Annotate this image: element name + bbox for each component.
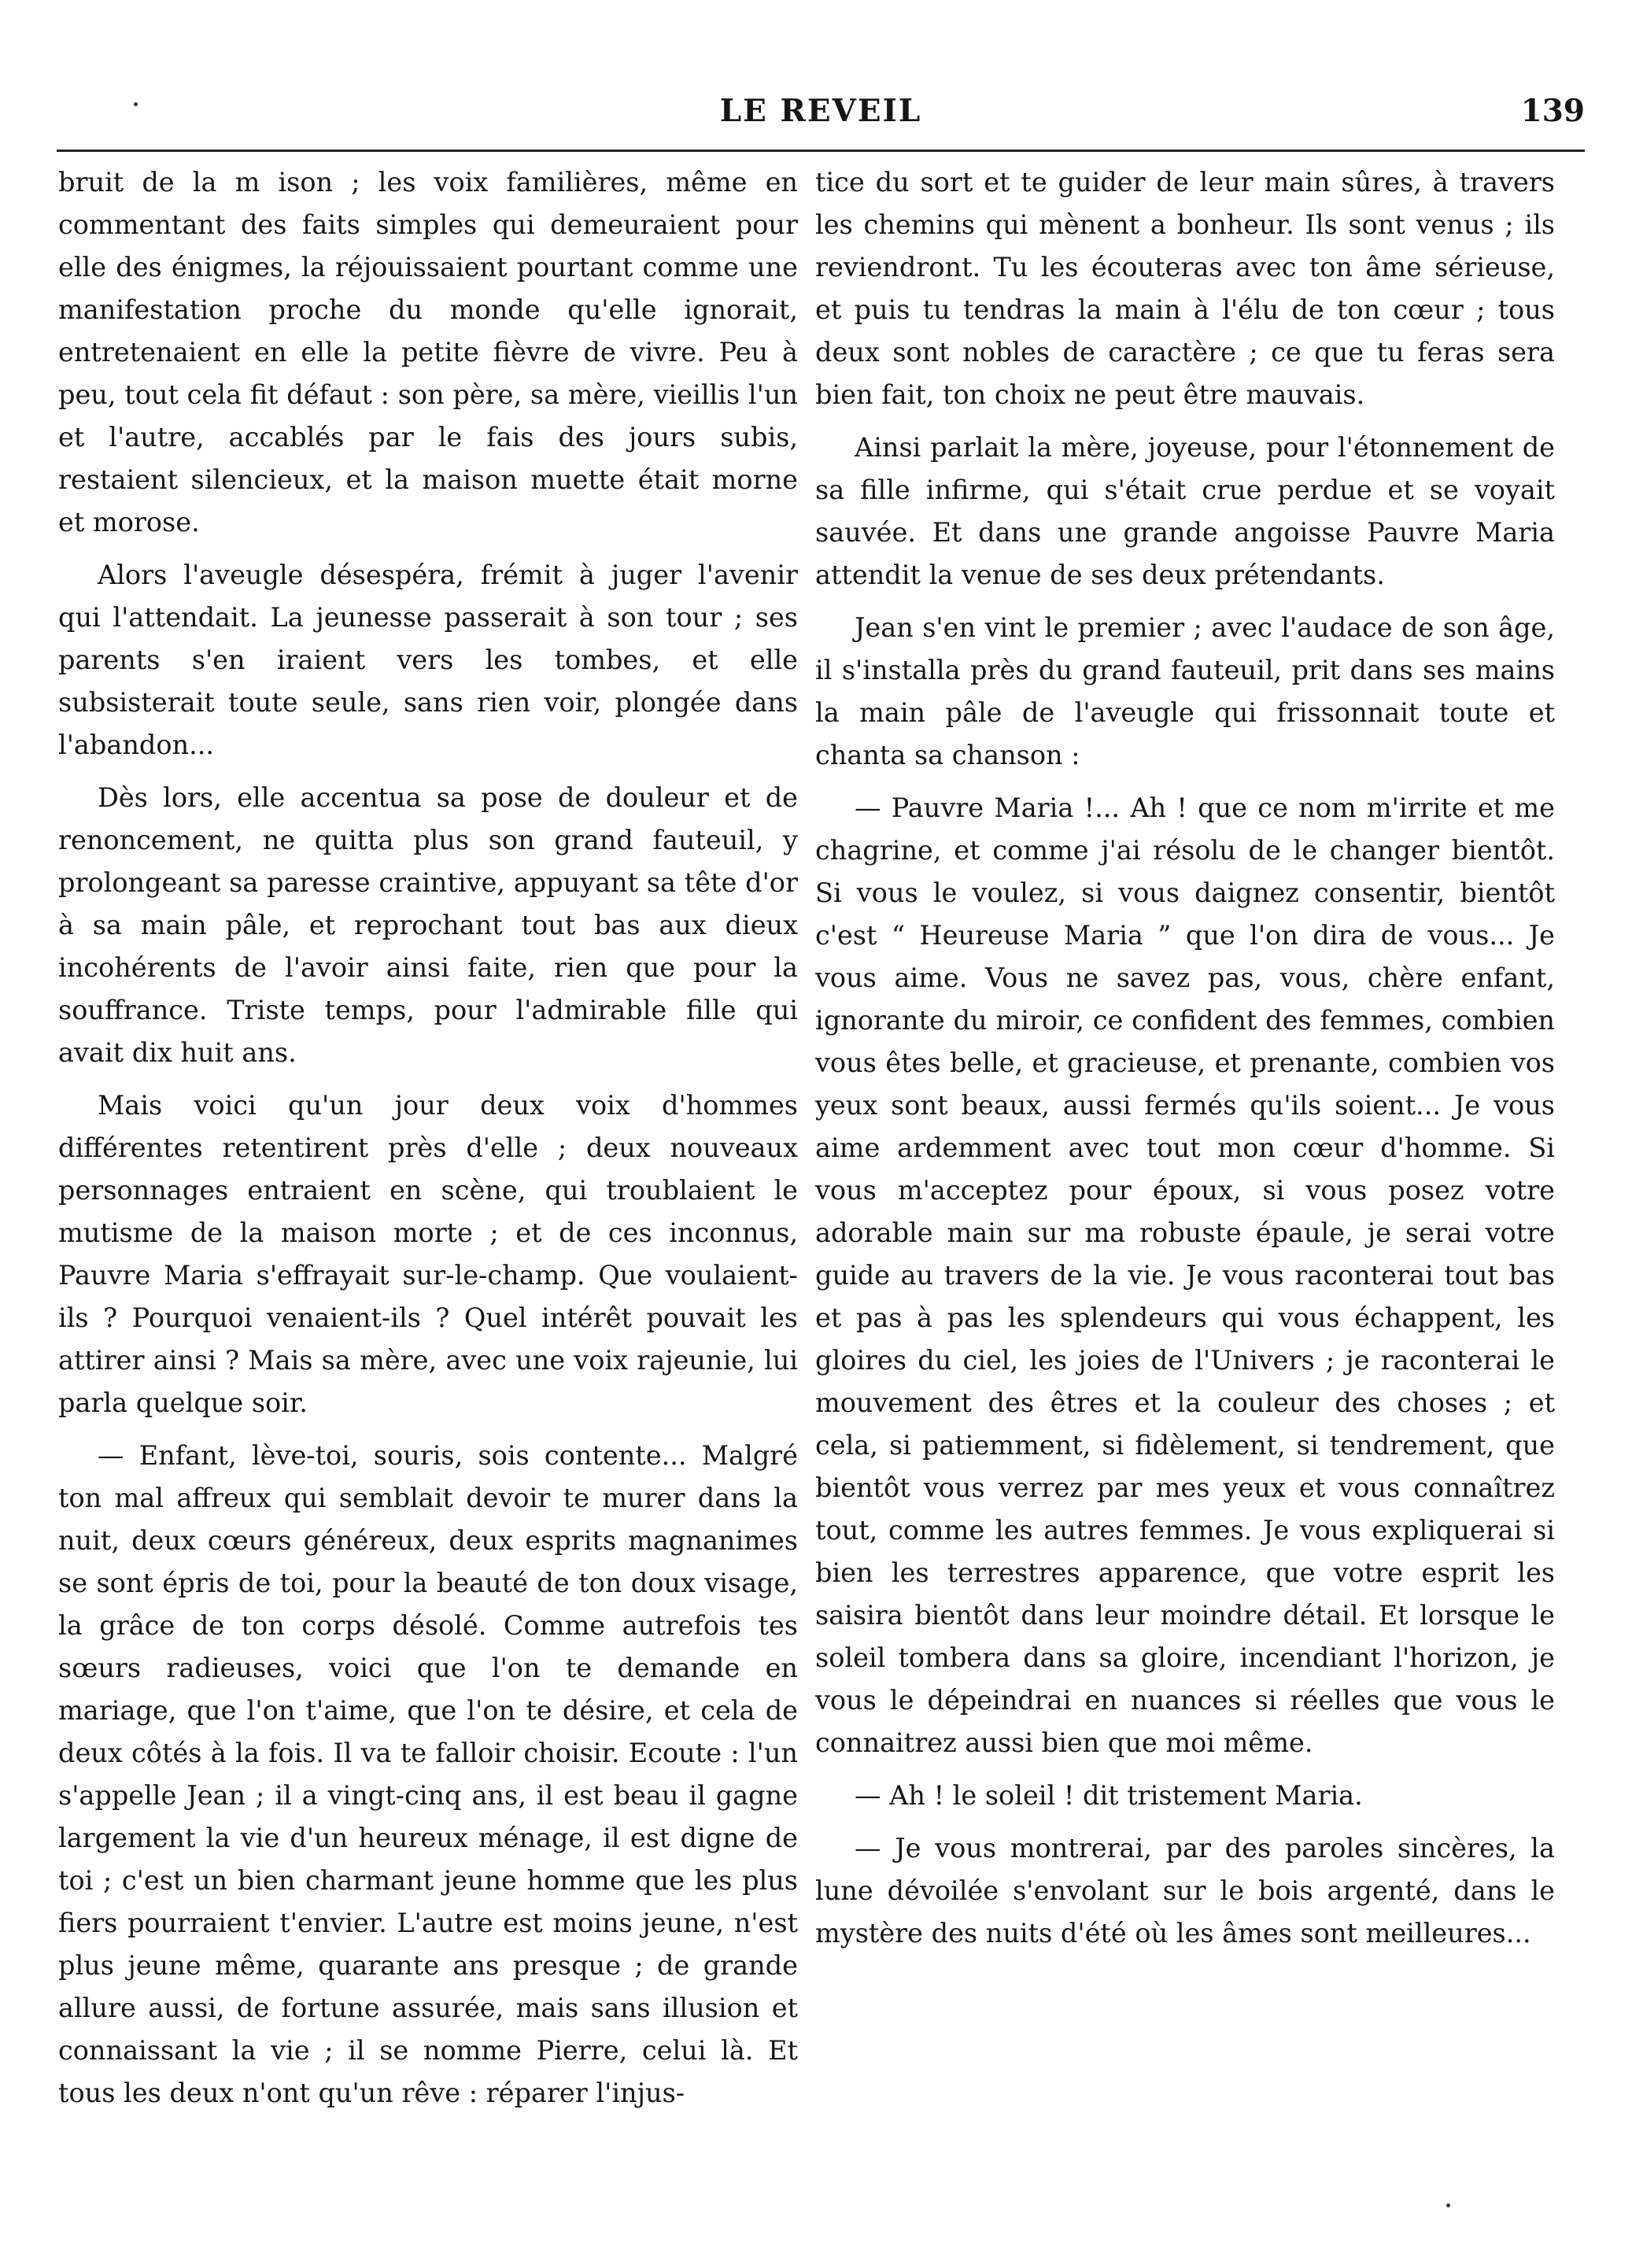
paragraph: Jean s'en vint le premier ; avec l'audace de son âge, il s'installa près du grand fauteuil, prit dans ses mains la main pâle de l'aveugle qui frissonnait toute et chanta sa chanson : [815, 612, 1555, 770]
running-title: LE REVEIL [719, 93, 922, 129]
paragraph: — Je vous montrerai, par des paroles sincères, la lune dévoilée s'envolant sur le bois argenté, dans le mystère des nuits d'été où les âmes sont meilleures... [815, 1833, 1555, 1948]
right-column [815, 161, 1555, 1965]
paragraph: bruit de la m ison ; les voix familières, même en commentant des faits simples qui demeuraient pour elle des énigmes, la réjouissaient pourtant comme une manifestation proche du monde qu'elle ignorait, entretenaient en elle la petite fièvre de vivre. Peu à peu, tout cela fit défaut : son père, sa mère, vieillis l'un et l'autre, accablés par le fais des jours subis, restaient silencieux, et la maison muette était morne et morose. [58, 167, 798, 537]
paragraph: — Ah ! le soleil ! dit tristement Maria. [855, 1780, 1363, 1811]
page-number: 139 [1520, 93, 1585, 129]
paragraph: — Enfant, lève-toi, souris, sois contente... Malgré ton mal affreux qui semblait devoir te murer dans la nuit, deux cœurs généreux, deux esprits magnanimes se sont épris de toi, pour la beauté de ton doux visage, la grâce de ton corps désolé. Comme autrefois tes sœurs radieuses, voici que l'on te demande en mariage, que l'on t'aime, que l'on te désire, et cela de deux côtés à la fois. Il va te falloir choisir. Ecoute : l'un s'appelle Jean ; il a vingt-cinq ans, il est beau il gagne largement la vie d'un heureux ménage, il est digne de toi ; c'est un bien charmant jeune homme que les plus fiers pourraient t'envier. L'autre est moins jeune, n'est plus jeune même, quarante ans presque ; de grande allure aussi, de fortune assurée, mais sans illusion et connaissant la vie ; il se nomme Pierre, celui là. Et tous les deux n'ont qu'un rêve : réparer l'injus- [58, 1440, 798, 2108]
paragraph: — Pauvre Maria !... Ah ! que ce nom m'irrite et me chagrine, et comme j'ai résolu de le changer bientôt. Si vous le voulez, si vous daignez consentir, bientôt c'est “ Heureuse Maria ” que l'on dira de vous... Je vous aime. Vous ne savez pas, vous, chère enfant, ignorante du miroir, ce confident des femmes, combien vous êtes belle, et gracieuse, et prenante, combien vos yeux sont beaux, aussi fermés qu'ils soient... Je vous aime ardemment avec tout mon cœur d'homme. Si vous m'acceptez pour époux, si vous posez votre adorable main sur ma robuste épaule, je serai votre guide au travers de la vie. Je vous raconterai tout bas et pas à pas les splendeurs qui vous échappent, les gloires du ciel, les joies de l'Univers ; je raconterai le mouvement des êtres et la couleur des choses ; et cela, si patiemment, si fidèlement, si tendrement, que bientôt vous verrez par mes yeux et vous connaîtrez tout, comme les autres femmes. Je vous expliquerai si bien les terrestres apparence, que votre esprit les saisira bientôt dans leur moindre détail. Et lorsque le soleil tombera dans sa gloire, incendiant l'horizon, je vous le dépeindrai en nuances si réelles que vous le connaitrez aussi bien que moi même. [815, 792, 1555, 1758]
paragraph: Dès lors, elle accentua sa pose de douleur et de renoncement, ne quitta plus son grand fauteuil, y prolongeant sa paresse craintive, appuyant sa tête d'or à sa main pâle, et reprochant tout bas aux dieux incohérents de l'avoir ainsi faite, rien que pour la souffrance. Triste temps, pour l'admirable fille qui avait dix huit ans. [58, 782, 798, 1068]
print-speck [1446, 2203, 1450, 2207]
paragraph: Alors l'aveugle désespéra, frémit à juger l'avenir qui l'attendait. La jeunesse passerait à son tour ; ses parents s'en iraient vers les tombes, et elle subsisterait toute seule, sans rien voir, plongée dans l'abandon... [58, 560, 798, 760]
print-speck [134, 102, 138, 106]
left-column [58, 161, 798, 2125]
header-rule [57, 150, 1585, 152]
page-header [57, 93, 1585, 148]
paragraph: tice du sort et te guider de leur main sûres, à travers les chemins qui mènent a bonheur. Ils sont venus ; ils reviendront. Tu les écouteras avec ton âme sérieuse, et puis tu tendras la main à l'élu de ton cœur ; tous deux sont nobles de caractère ; ce que tu feras sera bien fait, ton choix ne peut être mauvais. [815, 167, 1555, 410]
paragraph: Mais voici qu'un jour deux voix d'hommes différentes retentirent près d'elle ; deux nouveaux personnages entraient en scène, qui troublaient le mutisme de la maison morte ; et de ces inconnus, Pauvre Maria s'effrayait sur-le-champ. Que voulaient-ils ? Pourquoi venaient-ils ? Quel intérêt pouvait les attirer ainsi ? Mais sa mère, avec une voix rajeunie, lui parla quelque soir. [58, 1090, 798, 1418]
paragraph: Ainsi parlait la mère, joyeuse, pour l'étonnement de sa fille infirme, qui s'était crue perdue et se voyait sauvée. Et dans une grande angoisse Pauvre Maria attendit la venue de ses deux prétendants. [815, 432, 1555, 590]
